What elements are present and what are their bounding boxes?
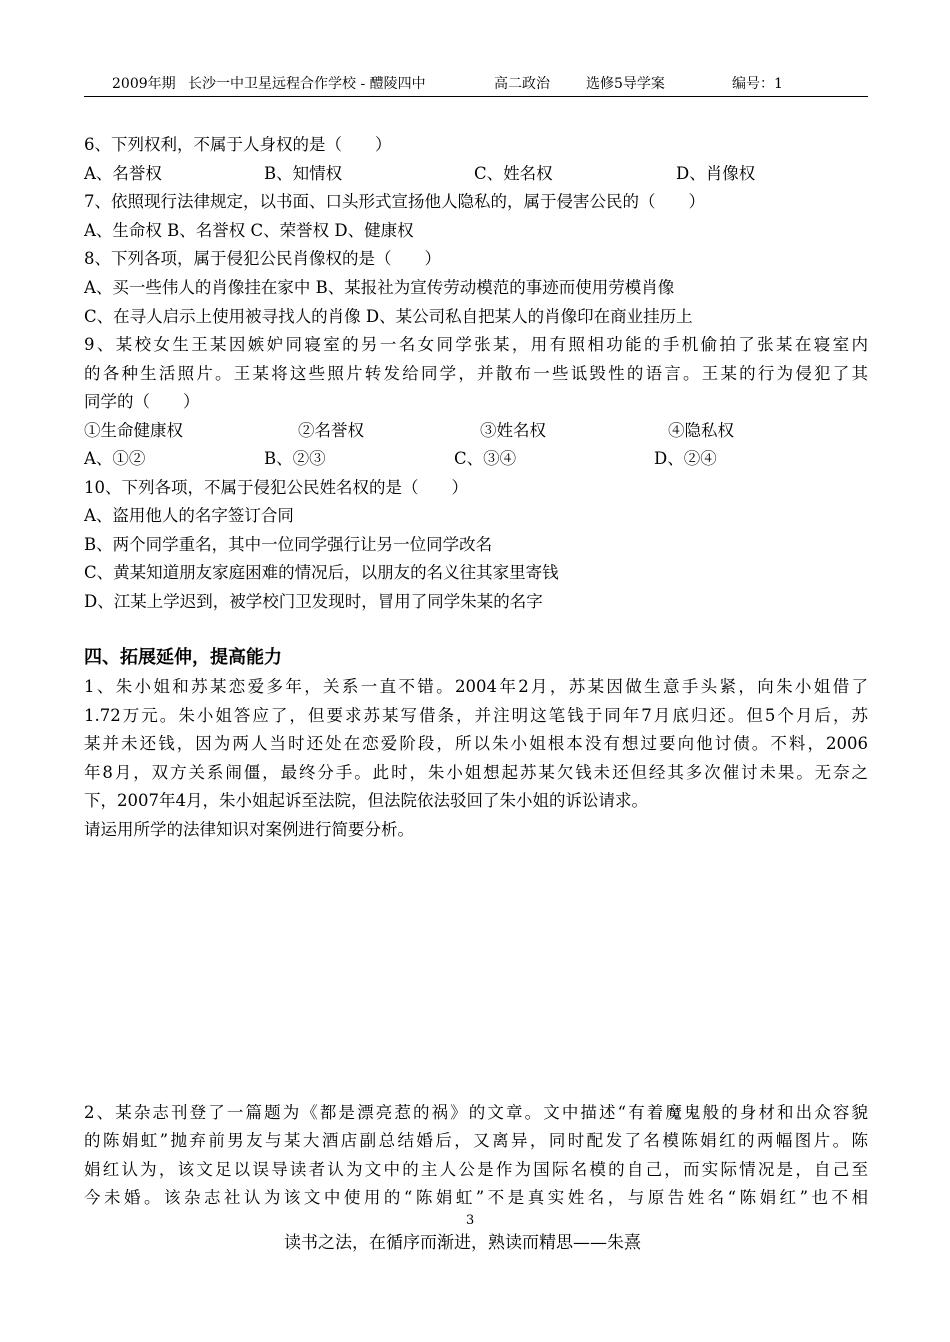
case-2-line-3: 娟红认为，该文足以误导读者认为文中的主人公是作为国际名模的自己，而实际情况是，自己至 — [84, 1160, 868, 1179]
header-period: 2009年期 — [112, 76, 176, 92]
header-number: 编号：1 — [732, 76, 783, 92]
question-10-option-c: C、黄某知道朋友家庭困难的情况后，以朋友的名义往其家里寄钱 — [84, 563, 559, 582]
question-9-option-d: D、②④ — [654, 449, 717, 468]
question-9-stem-line-2: 的各种生活照片。王某将这些照片转发给同学，并散布一些诋毁性的语言。王某的行为侵犯了其 — [84, 364, 868, 383]
question-6-option-b: B、知情权 — [264, 164, 343, 183]
question-6-stem: 6、下列权利，不属于人身权的是（ ） — [84, 135, 392, 154]
section-4-heading: 四、拓展延伸，提高能力 — [84, 647, 282, 668]
case-2-line-4: 今未婚。该杂志社认为该文中使用的“陈娟虹”不是真实姓名，与原告姓名“陈娟红”也不相 — [84, 1188, 868, 1207]
question-8-options-line-1: A、买一些伟人的肖像挂在家中 B、某报社为宣传劳动模范的事迹而使用劳模肖像 — [84, 278, 675, 297]
question-6-option-d: D、肖像权 — [676, 164, 756, 183]
footer-quote: 读书之法，在循序而渐进，熟读而精思——朱熹 — [284, 1233, 641, 1253]
case-1-line-3: 某并未还钱，因为两人当时还处在恋爱阶段，所以朱小姐根本没有想过要向他讨债。不料，2006 — [84, 734, 868, 753]
case-2-line-2: 的陈娟虹”抛弃前男友与某大酒店副总结婚后，又离异，同时配发了名模陈娟红的两幅图片。陈 — [84, 1131, 868, 1150]
case-1-task: 请运用所学的法律知识对案例进行简要分析。 — [84, 820, 414, 839]
case-2-line-1: 2、某杂志刊登了一篇题为《都是漂亮惹的祸》的文章。文中描述“有着魔鬼般的身材和出众容貌 — [84, 1103, 868, 1122]
case-1-line-1: 1、朱小姐和苏某恋爱多年，关系一直不错。2004年2月，苏某因做生意手头紧，向朱小姐借了 — [84, 677, 868, 696]
question-10-stem: 10、下列各项，不属于侵犯公民姓名权的是（ ） — [84, 478, 468, 497]
page-number: 3 — [466, 1213, 475, 1228]
question-10-option-a: A、盗用他人的名字签订合同 — [84, 506, 294, 525]
question-9-item-2: ②名誉权 — [298, 421, 364, 440]
question-9-stem-line-1: 9、某校女生王某因嫉妒同寝室的另一名女同学张某，用有照相功能的手机偷拍了张某在寝室内 — [84, 335, 868, 354]
question-9-item-3: ③姓名权 — [480, 421, 546, 440]
question-9-option-c: C、③④ — [454, 449, 517, 468]
question-9-stem-line-3: 同学的（ ） — [84, 392, 200, 411]
case-1-line-4: 年8月，双方关系闹僵，最终分手。此时，朱小姐想起苏某欠钱未还但经其多次催讨未果。无奈之 — [84, 763, 868, 782]
header-grade-subject: 高二政治 — [494, 76, 550, 92]
question-10-option-d: D、江某上学迟到，被学校门卫发现时，冒用了同学朱某的名字 — [84, 592, 543, 611]
question-8-options-line-2: C、在寻人启示上使用被寻找人的肖像 D、某公司私自把某人的肖像印在商业挂历上 — [84, 307, 693, 326]
header-module: 选修5导学案 — [586, 76, 665, 92]
question-6-option-c: C、姓名权 — [474, 164, 553, 183]
case-1-line-5: 下，2007年4月，朱小姐起诉至法院，但法院依法驳回了朱小姐的诉讼请求。 — [84, 791, 648, 810]
question-7-options: A、生命权 B、名誉权 C、荣誉权 D、健康权 — [84, 221, 414, 240]
question-10-option-b: B、两个同学重名，其中一位同学强行让另一位同学改名 — [84, 535, 493, 554]
case-1-line-2: 1.72万元。朱小姐答应了，但要求苏某写借条，并注明这笔钱于同年7月底归还。但5个月后，苏 — [84, 706, 868, 725]
page-header — [84, 72, 868, 97]
question-9-item-1: ①生命健康权 — [84, 421, 183, 440]
question-6-option-a: A、名誉权 — [84, 164, 162, 183]
question-9-item-4: ④隐私权 — [668, 421, 734, 440]
question-9-option-a: A、①② — [84, 449, 146, 468]
question-9-option-b: B、②③ — [264, 449, 326, 468]
question-8-stem: 8、下列各项，属于侵犯公民肖像权的是（ ） — [84, 249, 441, 268]
question-7-stem: 7、依照现行法律规定，以书面、口头形式宣扬他人隐私的，属于侵害公民的（ ） — [84, 192, 705, 211]
header-school: 长沙一中卫星远程合作学校 - 醴陵四中 — [188, 76, 426, 92]
